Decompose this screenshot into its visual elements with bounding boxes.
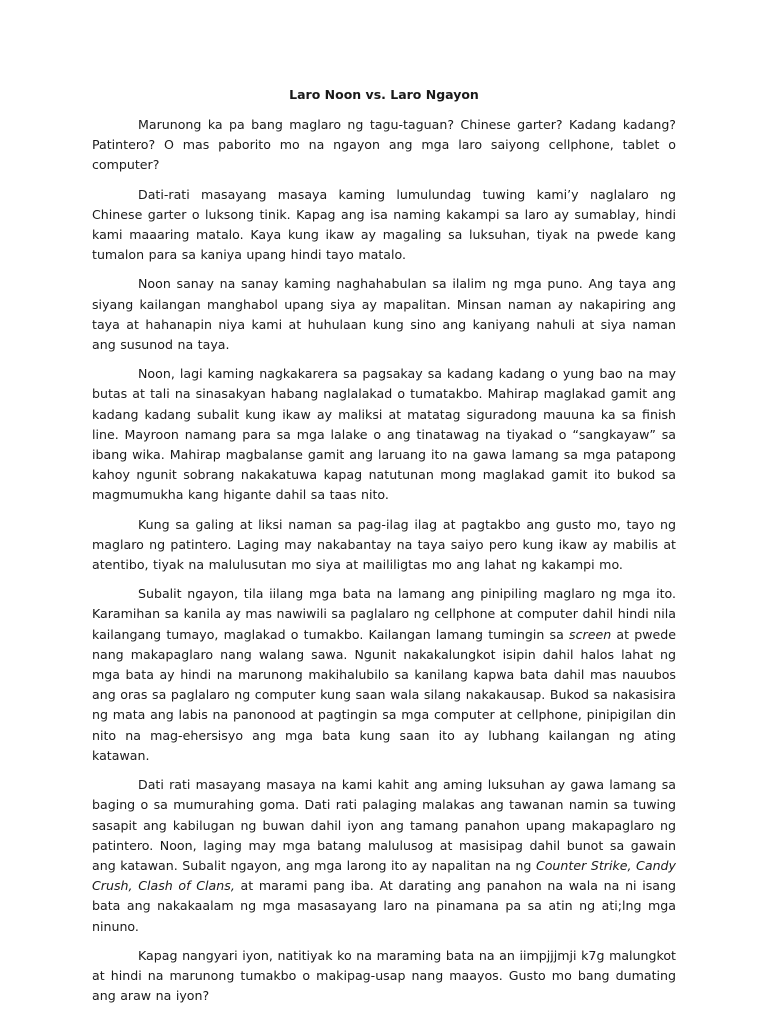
paragraph-7-text-a: Dati rati masayang masaya na kami kahit ang aming luksuhan ay gawa lamang sa baging o sa mumurahing goma. Dati rati palaging malakas ang tawanan namin sa tuwing sasapit ang kabilugan ng buwan dahil iyon ang tamang panahon upang makapaglaro ng patintero. Noon, laging may mga batang malulusog at masisipag dahil bunot sa gawain ang katawan. Subalit ngayon, ang mga larong ito ay napalitan na ng xyxy=(92,777,676,873)
paragraph-6-text-b: at pwede nang makapaglaro nang walang sawa. Ngunit nakakalungkot isipin dahil halos lahat ng mga bata ay hindi na marunong makihalubilo sa kanilang kapwa bata dahil mas nauubos ang oras sa paglalaro ng computer kung saan wala silang nakakausap. Bukod sa nakasisira ng mata ang labis na panonood at pagtingin sa mga computer at cellphone, pinipigilan din nito na mag-ehersisyo ang mga bata kung saan ito ay lubhang kailangan ng ating katawan. xyxy=(92,626,677,763)
paragraph-7 xyxy=(92,775,676,937)
document-title: Laro Noon vs. Laro Ngayon xyxy=(289,87,479,102)
paragraph-7-italic: Counter Strike, Candy Crush, Clash of Clans, xyxy=(92,857,676,894)
paragraph-6-italic: screen xyxy=(569,626,612,642)
paragraph-7-text-b: at marami pang iba. At darating ang panahon na wala na ni isang bata ang nakakaalam ng mga masasayang laro na pinamana pa sa atin ng ati;lng mga ninuno. xyxy=(92,878,676,934)
paragraph-2: Dati-rati masayang masaya kaming lumulundag tuwing kami’y naglalaro ng Chinese garter o luksong tinik. Kapag ang isa naming kakampi sa laro ay sumablay, hindi kami maaaring matalo. Kaya kung ikaw ay magaling sa luksuhan, tiyak na pwede kang tumalon para sa kaniya upang hindi tayo matalo. xyxy=(92,186,676,263)
paragraph-6 xyxy=(92,584,676,766)
paragraph-5: Kung sa galing at liksi naman sa pag-ilag ilag at pagtakbo ang gusto mo, tayo ng maglaro ng patintero. Laging may nakabantay na taya saiyo pero kung ikaw ay mabilis at atentibo, tiyak na malulusutan mo siya at maililigtas mo ang lahat ng kakampi mo. xyxy=(92,516,676,573)
paragraph-4: Noon, lagi kaming nagkakarera sa pagsakay sa kadang kadang o yung bao na may butas at tali na sinasakyan habang naglalakad o tumatakbo. Mahirap maglakad gamit ang kadang kadang subalit kung ikaw ay maliksi at matatag siguradong mauuna ka sa finish line. Mayroon namang para sa mga lalake o ang tinatawag na tiyakad o “sangkayaw” sa ibang wika. Mahirap magbalanse gamit ang laruang ito na gawa lamang sa mga patapong kahoy ngunit sobrang nakakatuwa kapag natutunan mong maglakad gamit ito bukod sa magmumukha kang higante dahil sa taas nito. xyxy=(92,366,676,503)
paragraph-6-text-a: Subalit ngayon, tila iilang mga bata na lamang ang pinipiling maglaro ng mga ito. Karamihan sa kanila ay mas nawiwili sa paglalaro ng cellphone at computer dahil hindi nila kailangang tumayo, maglakad o tumakbo. Kailangan lamang tumingin sa xyxy=(92,586,676,642)
paragraph-1: Marunong ka pa bang maglaro ng tagu-taguan? Chinese garter? Kadang kadang? Patintero? O mas paborito mo na ngayon ang mga laro saiyong cellphone, tablet o computer? xyxy=(92,117,676,173)
paragraph-8: Kapag nangyari iyon, natitiyak ko na maraming bata na an iimpjjjmji k7g malungkot at hindi na marunong tumakbo o makipag-usap nang maayos. Gusto mo bang dumating ang araw na iyon? xyxy=(92,947,676,1004)
paragraph-3: Noon sanay na sanay kaming naghahabulan sa ilalim ng mga puno. Ang taya ang siyang kailangan manghabol upang siya ay mapalitan. Minsan naman ay nakapiring ang taya at hahanapin niya kami at huhulaan kung sino ang kaniyang nahuli at siya naman ang susunod na taya. xyxy=(92,276,676,353)
